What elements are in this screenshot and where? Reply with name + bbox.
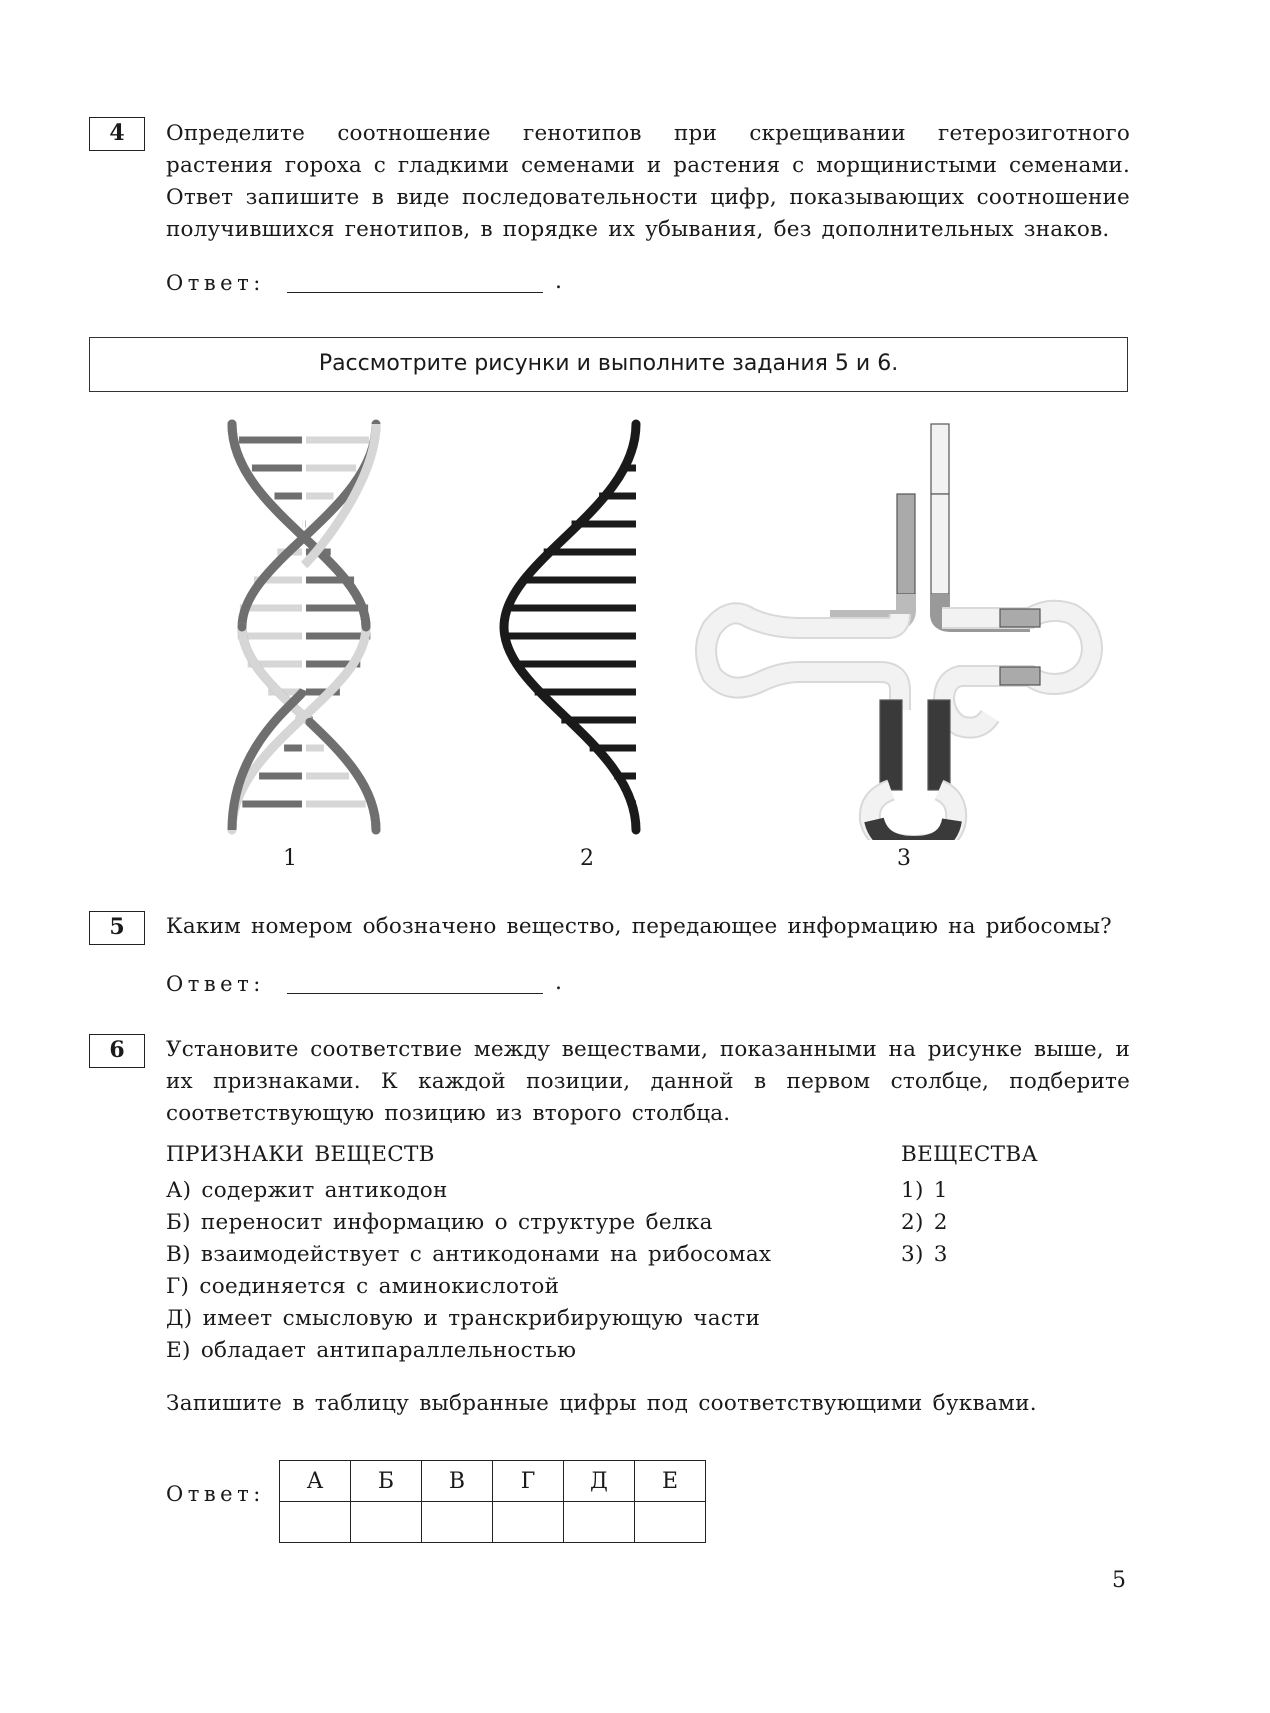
answer-cell-e[interactable]: [635, 1502, 706, 1543]
feature-item: А) содержит антикодон: [166, 1178, 448, 1203]
instruction-banner: Рассмотрите рисунки и выполните задания 5 и 6.: [89, 337, 1128, 392]
answer-table-header: Б: [351, 1461, 422, 1502]
task-5-answer-label: Ответ:: [166, 972, 265, 996]
figure-label-1: 1: [283, 846, 297, 871]
task-6-instruction: Запишите в таблицу выбранные цифры под соответствующими буквами.: [166, 1391, 1037, 1416]
answer-table: [279, 1460, 706, 1543]
answer-cell-a[interactable]: [280, 1502, 351, 1543]
answer-table-header: Д: [564, 1461, 635, 1502]
answer-table-header: Е: [635, 1461, 706, 1502]
answer-cell-v[interactable]: [422, 1502, 493, 1543]
answer-cell-g[interactable]: [493, 1502, 564, 1543]
answer-table-header: А: [280, 1461, 351, 1502]
task-6-text: Установите соответствие между веществами, показанными на рисунке выше, и их признаками. К каждой позиции, данной в первом столбце, подберите соответствующую позицию из второго столбца.: [166, 1037, 1130, 1126]
substance-item: 1) 1: [901, 1178, 948, 1203]
feature-item: Е) обладает антипараллельностью: [166, 1338, 577, 1363]
substance-item: 3) 3: [901, 1242, 948, 1267]
figures-illustration: [0, 400, 1270, 840]
task-5-answer-field[interactable]: [287, 969, 543, 994]
feature-item: В) взаимодействует с антикодонами на рибосомах: [166, 1242, 772, 1267]
answer-table-header: В: [422, 1461, 493, 1502]
task-number-6: 6: [89, 1034, 145, 1068]
task-6-answer-label: Ответ:: [166, 1482, 265, 1506]
substance-item: 2) 2: [901, 1210, 948, 1235]
single-strand-figure: [504, 424, 636, 830]
substances-column-header: ВЕЩЕСТВА: [901, 1142, 1038, 1167]
task-4-answer-end: .: [555, 269, 562, 294]
feature-item: Б) переносит информацию о структуре белка: [166, 1210, 713, 1235]
answer-cell-d[interactable]: [564, 1502, 635, 1543]
answer-table-header: Г: [493, 1461, 564, 1502]
features-list: [166, 1175, 771, 1367]
trna-cloverleaf-figure: [706, 424, 1092, 840]
task-5-text: Каким номером обозначено вещество, передающее информацию на рибосомы?: [166, 914, 1112, 939]
task-4-answer-field[interactable]: [287, 268, 543, 293]
task-number-5: 5: [89, 911, 145, 945]
figure-label-2: 2: [580, 846, 594, 871]
dna-double-helix-figure: [232, 424, 376, 830]
task-5-answer-end: .: [555, 970, 562, 995]
page-number: 5: [1112, 1568, 1126, 1593]
task-number-4: 4: [89, 117, 145, 151]
answer-cell-b[interactable]: [351, 1502, 422, 1543]
feature-item: Г) соединяется с аминокислотой: [166, 1274, 560, 1299]
task-4-text: Определите соотношение генотипов при скрещивании гетерозиготного растения гороха с гладкими семенами и растения с морщинистыми семенами. Ответ запишите в виде последовательности цифр, показывающих соотношение получившихся генотипов, в порядке их убывания, без дополнительных знаков.: [166, 121, 1130, 242]
feature-item: Д) имеет смысловую и транскрибирующую части: [166, 1306, 761, 1331]
task-4-answer-label: Ответ:: [166, 271, 265, 295]
figure-label-3: 3: [897, 846, 911, 871]
features-column-header: ПРИЗНАКИ ВЕЩЕСТВ: [166, 1142, 435, 1167]
substances-list: [901, 1175, 948, 1271]
